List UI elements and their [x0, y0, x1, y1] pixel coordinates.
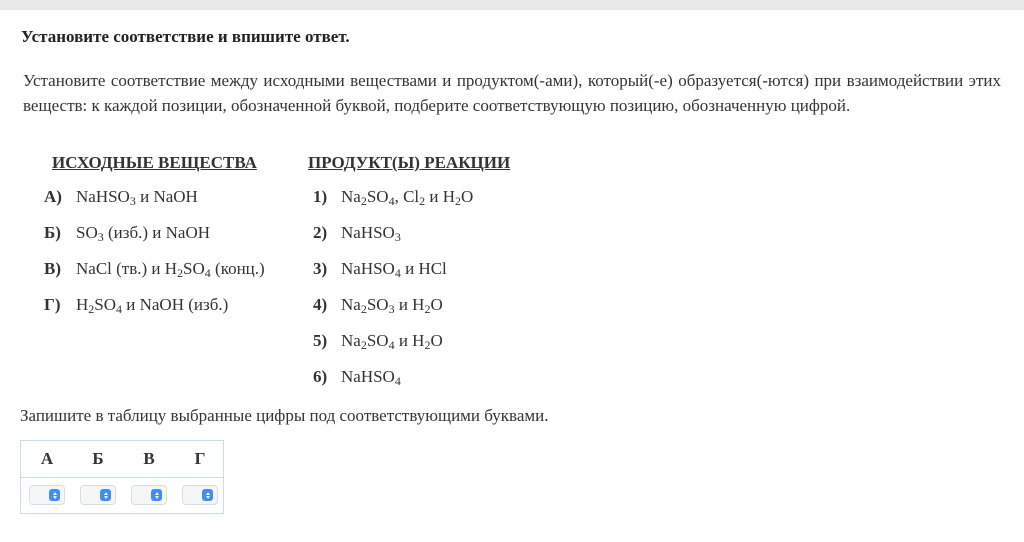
item-key: 5): [313, 331, 328, 350]
item-formula: NaHSO$_3$ и NaOH: [76, 187, 198, 208]
item-formula: NaHSO$_3$: [341, 223, 401, 244]
answer-letter-g: Г: [194, 449, 206, 468]
item-key: 3): [313, 259, 328, 278]
answer-letter-b: Б: [92, 449, 104, 468]
task-heading: Установите соответствие и впишите ответ.: [21, 27, 350, 46]
select-stepper-icon: [49, 489, 60, 501]
item-key: Б): [44, 223, 61, 242]
answer-select-v[interactable]: [131, 485, 169, 507]
select-stepper-icon: [151, 489, 162, 501]
product-item-2: [313, 223, 401, 243]
answer-letter-a: А: [40, 449, 54, 468]
answer-select-b[interactable]: [80, 485, 118, 507]
product-item-3: [313, 259, 447, 279]
item-formula: NaHSO$_4$ и HCl: [341, 259, 447, 280]
reactant-item-a: [44, 187, 198, 207]
product-item-4: [313, 295, 443, 315]
product-item-5: [313, 331, 443, 351]
item-formula: $Na_2SO_4$ и $H_2O$: [341, 331, 443, 352]
answer-select-box[interactable]: [131, 485, 167, 505]
item-key: В): [44, 259, 61, 278]
answer-instruction: Запишите в таблицу выбранные цифры под соответствующими буквами.: [20, 406, 549, 425]
reactant-item-b: [44, 223, 210, 243]
item-key: А): [44, 187, 62, 206]
right-column-header: ПРОДУКТ(Ы) РЕАКЦИИ: [308, 153, 511, 172]
reactant-item-g: [44, 295, 228, 315]
select-stepper-icon: [202, 489, 213, 501]
answer-select-a[interactable]: [29, 485, 67, 507]
item-formula: NaHSO$_4$: [341, 367, 401, 388]
item-key: 6): [313, 367, 328, 386]
top-bar: [0, 0, 1024, 10]
answer-letter-v: В: [143, 449, 155, 468]
answer-select-box[interactable]: [182, 485, 218, 505]
item-key: Г): [44, 295, 61, 314]
product-item-6: [313, 367, 401, 387]
item-formula: $Na_2SO_3$ и $H_2O$: [341, 295, 443, 316]
item-formula: NaCl (тв.) и $H_2SO_4$ (конц.): [76, 259, 265, 280]
task-text: Установите соответствие между исходными веществами и продуктом(-ами), который(-е) образуется(-ются) при взаимодействии этих веществ: к каждой позиции, обозначенной буквой, подберите соответствующую позицию, обозначенную цифрой.: [23, 71, 1001, 115]
select-stepper-icon: [100, 489, 111, 501]
product-item-1: [313, 187, 473, 207]
item-formula: $SO_3$ (изб.) и NaOH: [76, 223, 210, 244]
answer-select-box[interactable]: [80, 485, 116, 505]
answer-select-g[interactable]: [182, 485, 220, 507]
item-key: 1): [313, 187, 328, 206]
item-key: 4): [313, 295, 328, 314]
item-formula: $Na_2SO_4$, $Cl_2$ и $H_2O$: [341, 187, 474, 208]
item-key: 2): [313, 223, 328, 242]
answer-table: [20, 440, 224, 514]
reactant-item-v: [44, 259, 265, 279]
item-formula: $H_2SO_4$ и NaOH (изб.): [76, 295, 229, 316]
left-column-header: ИСХОДНЫЕ ВЕЩЕСТВА: [52, 153, 257, 172]
answer-select-box[interactable]: [29, 485, 65, 505]
